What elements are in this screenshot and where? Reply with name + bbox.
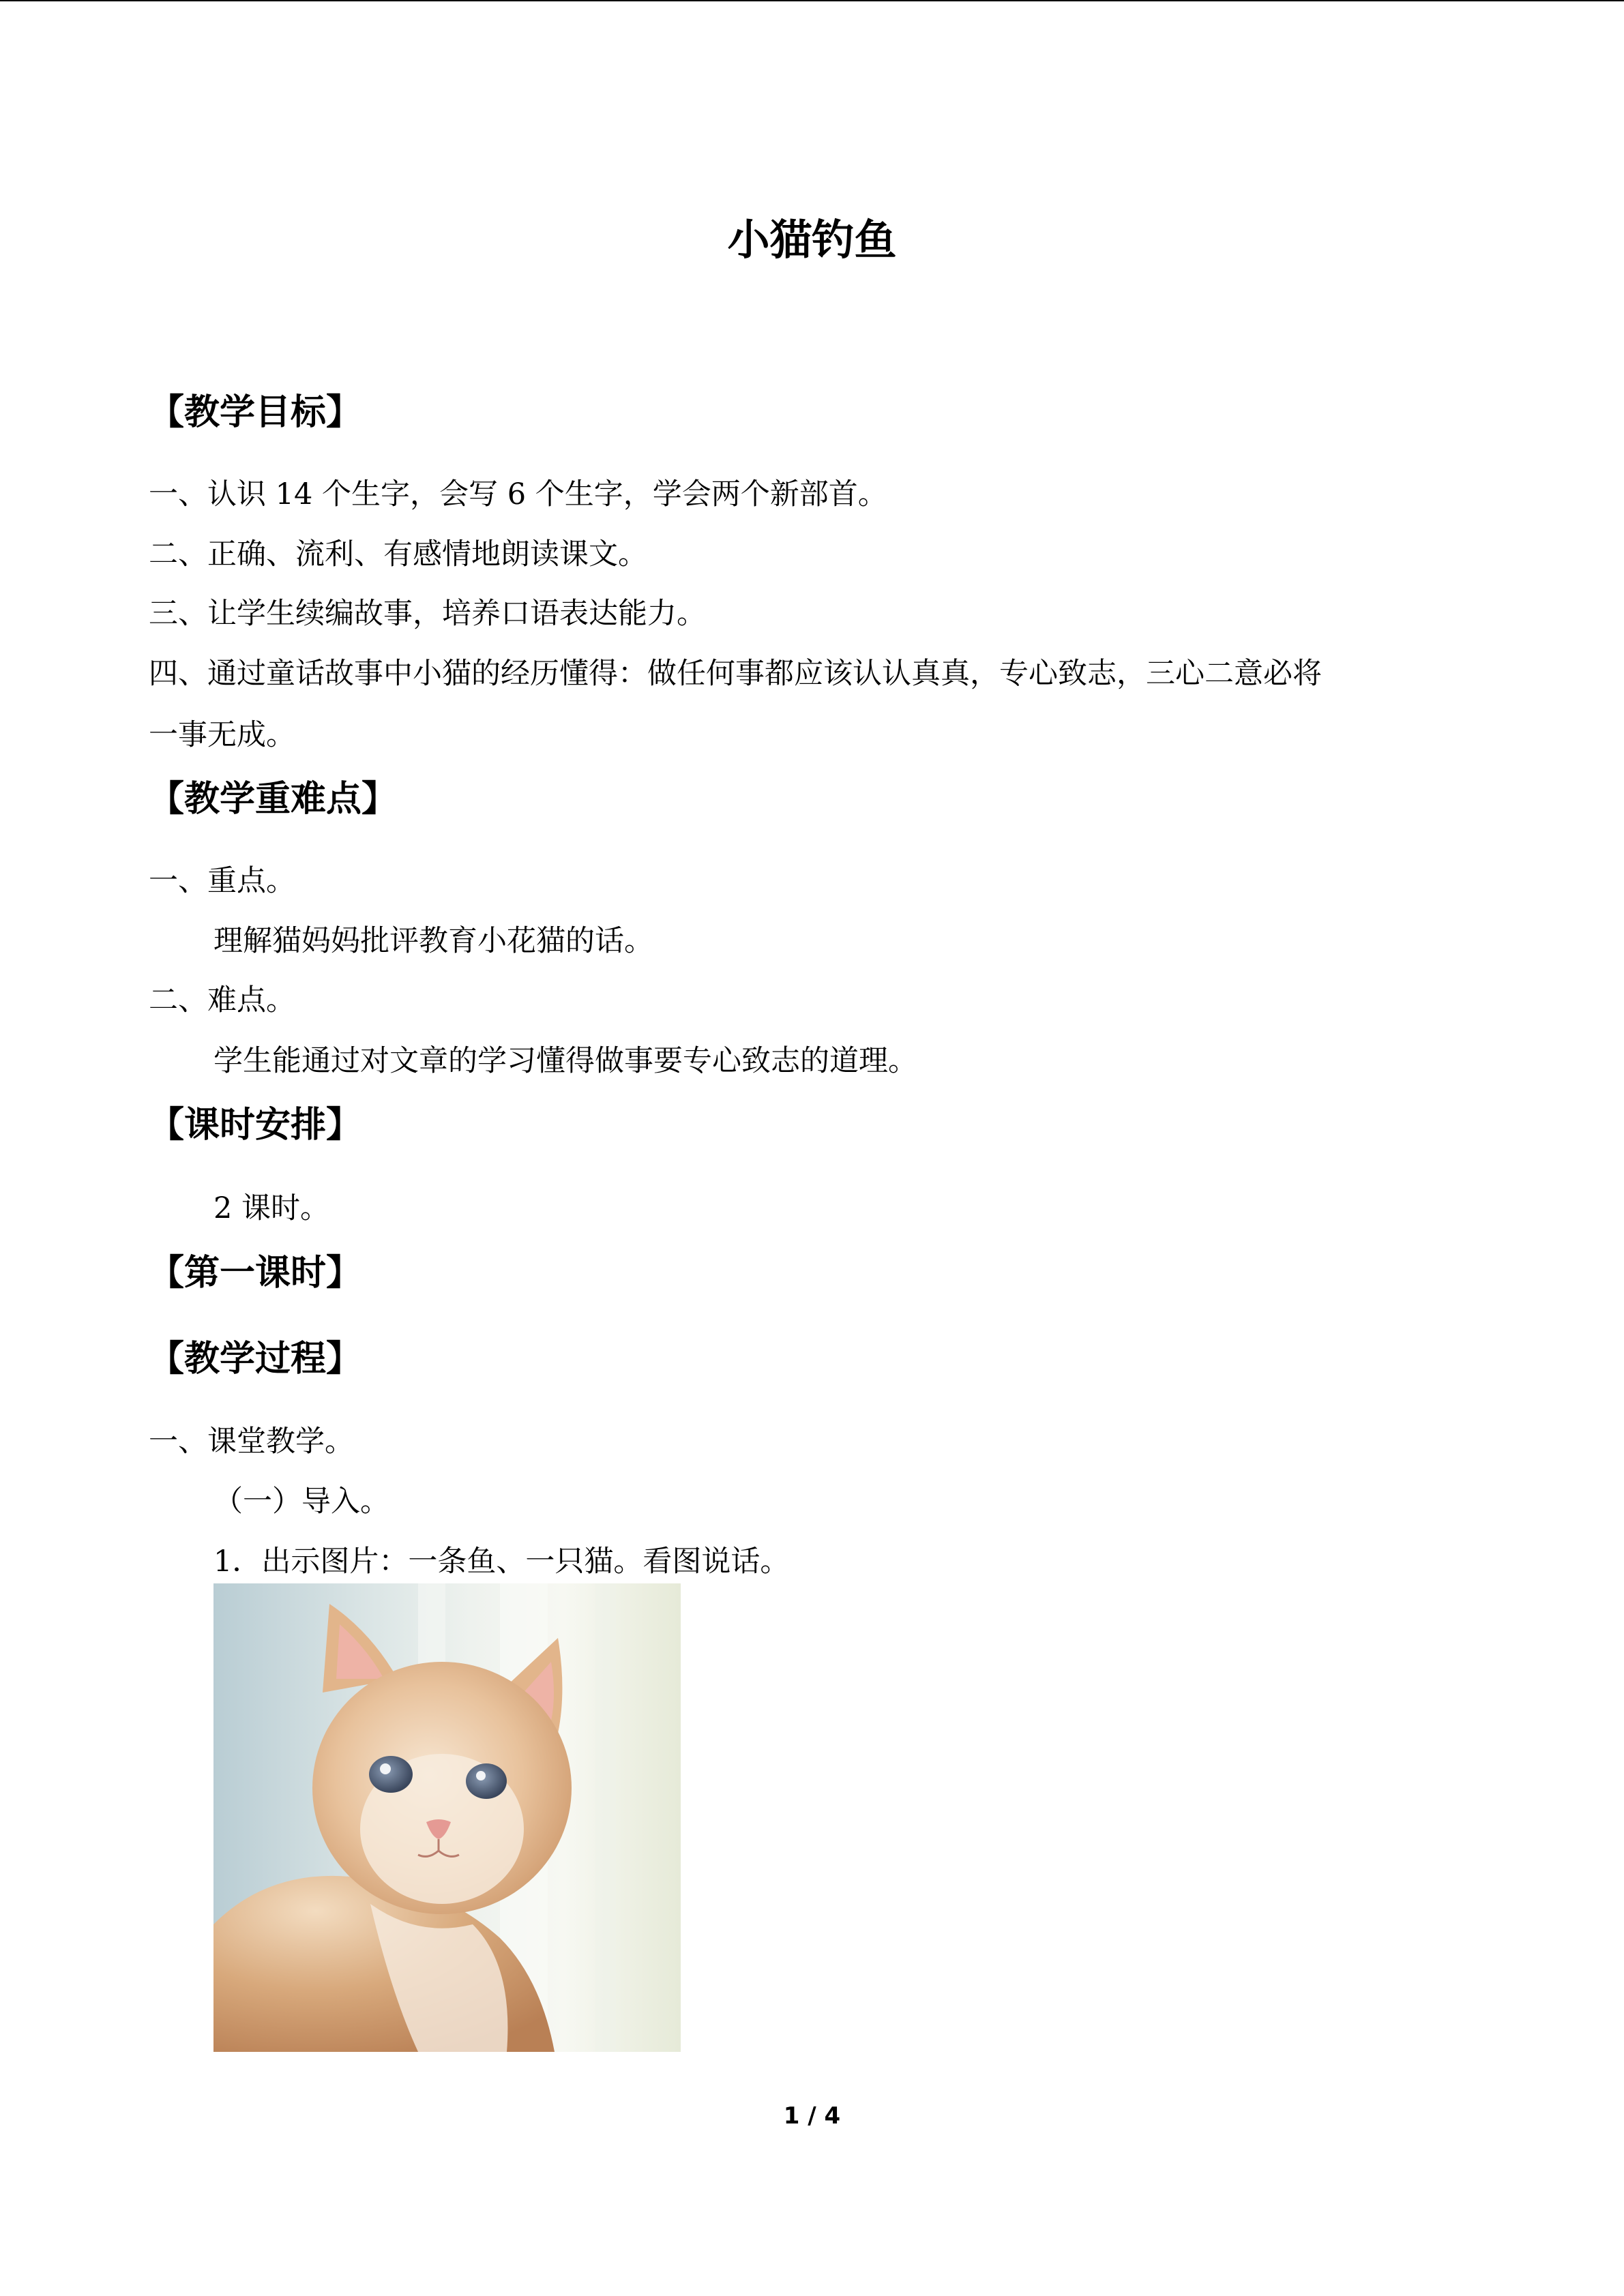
heading-process: 【教学过程】 (149, 1339, 362, 1380)
page-indicator: 1 / 4 (783, 2102, 841, 2130)
key-point-line-1: 一、重点。 (149, 864, 295, 898)
objective-line-1: 一、认识 14 个生字，会写 6 个生字，学会两个新部首。 (149, 477, 887, 511)
key-point-line-3: 二、难点。 (149, 983, 295, 1017)
objective-line-2: 二、正确、流利、有感情地朗读课文。 (149, 537, 647, 571)
process-line-3: 1．出示图片：一条鱼、一只猫。看图说话。 (213, 1545, 790, 1579)
schedule-line-1: 2 课时。 (213, 1191, 330, 1225)
kitten-photo (213, 1583, 681, 2052)
key-point-line-2: 理解猫妈妈批评教育小花猫的话。 (213, 924, 653, 958)
objective-line-4: 四、通过童话故事中小猫的经历懂得：做任何事都应该认认真真，专心致志，三心二意必将 (149, 657, 1322, 691)
heading-objectives: 【教学目标】 (149, 392, 362, 433)
heading-key-points: 【教学重难点】 (149, 779, 398, 820)
heading-first-lesson: 【第一课时】 (149, 1253, 362, 1294)
key-point-line-4: 学生能通过对文章的学习懂得做事要专心致志的道理。 (213, 1044, 917, 1078)
heading-schedule: 【课时安排】 (149, 1105, 362, 1146)
process-line-1: 一、课堂教学。 (149, 1425, 354, 1459)
page-top-border (0, 0, 1624, 1)
document-title: 小猫钓鱼 (727, 215, 897, 265)
objective-line-5: 一事无成。 (149, 718, 295, 752)
objective-line-3: 三、让学生续编故事，培养口语表达能力。 (149, 597, 706, 631)
process-line-2: （一）导入。 (213, 1485, 389, 1519)
